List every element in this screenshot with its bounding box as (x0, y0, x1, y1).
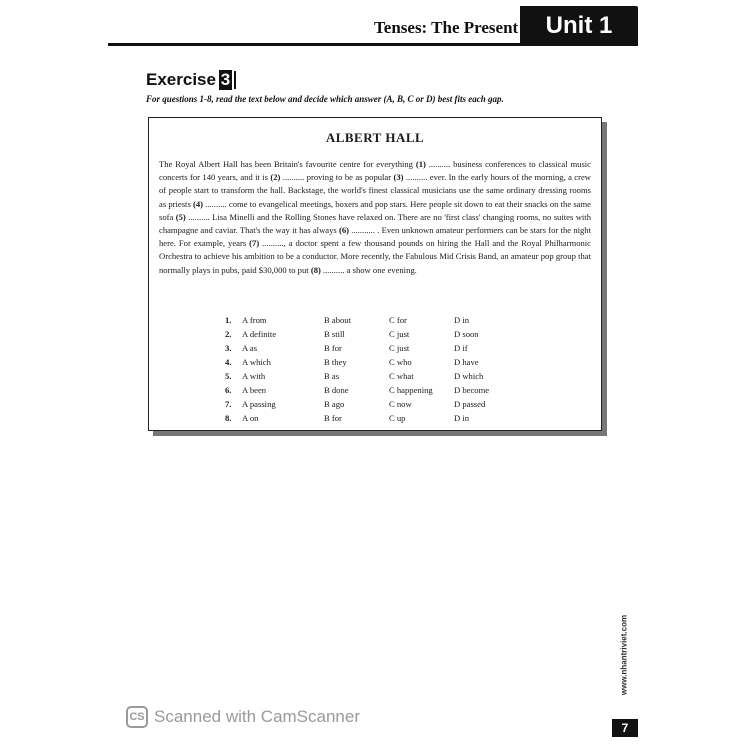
unit-label: Unit 1 (520, 6, 638, 46)
passage-segment: .......... Lisa Minelli and the Rolling Stones have relaxed on. There are no 'first class' changing rooms, no suites with champagne and caviar. That's the way it has always (159, 211, 591, 236)
option-b: B about (324, 315, 351, 325)
passage-segment: The Royal Albert Hall has been Britain's favourite centre for everything (159, 159, 416, 169)
option-a: A from (242, 315, 267, 325)
option-b: B still (324, 329, 345, 339)
exercise-instructions: For questions 1-8, read the text below and decide which answer (A, B, C or D) best fits each gap. (146, 94, 504, 104)
option-a: A which (242, 357, 271, 367)
exercise-label: Exercise (146, 70, 216, 89)
option-c: C just (389, 343, 410, 353)
passage-segment: .........., a doctor spent a few thousand pounds on hiring the Hall and the Royal Philharmonic Orchestra to achieve his ambition to be a conductor. More recently, the Fabulous Mid Crisis Band, an amateur pop group that normally plays in pubs, paid $30,000 to put (159, 238, 591, 275)
question-number: 7. (225, 399, 232, 409)
gap-number: (1) (415, 159, 426, 169)
option-a: A on (242, 413, 259, 423)
question-number: 8. (225, 413, 232, 423)
option-c: C just (389, 329, 410, 339)
option-c: C happening (389, 385, 433, 395)
header-rule (108, 43, 638, 46)
exercise-divider (234, 71, 236, 89)
gap-number: (2) (270, 172, 281, 183)
passage-segment: .......... proving to be as popular (280, 172, 394, 183)
option-d: D in (454, 315, 470, 325)
question-number: 4. (225, 357, 232, 367)
option-c: C who (389, 357, 412, 367)
gap-number: (8) (310, 264, 321, 275)
gap-number: (4) (192, 198, 204, 209)
question-number: 2. (225, 329, 232, 339)
option-a: A been (242, 385, 267, 395)
camscanner-logo-icon: CS (126, 706, 148, 728)
option-b: B ago (324, 399, 345, 409)
question-number: 3. (225, 343, 232, 353)
option-d: D in (454, 413, 470, 423)
option-a: A with (242, 371, 266, 381)
option-c: C now (389, 399, 412, 409)
passage-title: ALBERT HALL (325, 130, 425, 145)
reading-box (148, 117, 602, 431)
option-c: C for (389, 315, 407, 325)
option-d: D have (454, 357, 479, 367)
scanner-text: Scanned with CamScanner (154, 707, 361, 726)
exercise-heading (146, 70, 236, 90)
gap-number: (3) (393, 172, 404, 183)
gap-number: (7) (249, 238, 260, 249)
option-b: B they (324, 357, 347, 367)
option-a: A as (242, 343, 258, 353)
passage-segment: .......... ever. In the early hours of the morning, a crew of people start to transform the hall. Backstage, the world's finest classical musicians use the same ordinary dressing rooms as priests (159, 172, 592, 209)
option-c: C up (389, 413, 406, 423)
passage-segment: .......... come to evangelical meetings, boxers and pop stars. Here people sit down to eat their snacks on the same sofa (159, 198, 591, 222)
option-d: D become (454, 385, 490, 395)
scanner-watermark (126, 706, 360, 728)
option-d: D which (454, 371, 484, 381)
passage-segment: .......... a show one evening. (320, 264, 417, 275)
publisher-url: www.nhantriviet.com (619, 614, 629, 696)
option-d: D soon (454, 329, 479, 339)
question-number: 5. (225, 371, 232, 381)
page-number: 7 (612, 719, 638, 737)
option-b: B for (324, 413, 342, 423)
option-b: B done (324, 385, 349, 395)
question-number: 6. (225, 385, 232, 395)
passage-segment: .......... business conferences to classical music concerts for 140 years, and it is (159, 159, 591, 183)
gap-number: (5) (175, 211, 186, 222)
chapter-title: Tenses: The Present (374, 18, 519, 37)
option-c: C what (389, 371, 414, 381)
option-d: D passed (454, 399, 486, 409)
option-b: B for (324, 343, 342, 353)
passage-segment: ........... . Even unknown amateur performers can be stars for the night here. For example, years (159, 225, 591, 249)
option-a: A definite (242, 329, 277, 339)
gap-number: (6) (339, 225, 350, 236)
option-d: D if (454, 343, 468, 353)
option-a: A passing (242, 399, 276, 409)
option-b: B as (324, 371, 340, 381)
question-number: 1. (225, 315, 232, 325)
passage-text (159, 158, 591, 277)
exercise-number: 3 (220, 70, 231, 89)
